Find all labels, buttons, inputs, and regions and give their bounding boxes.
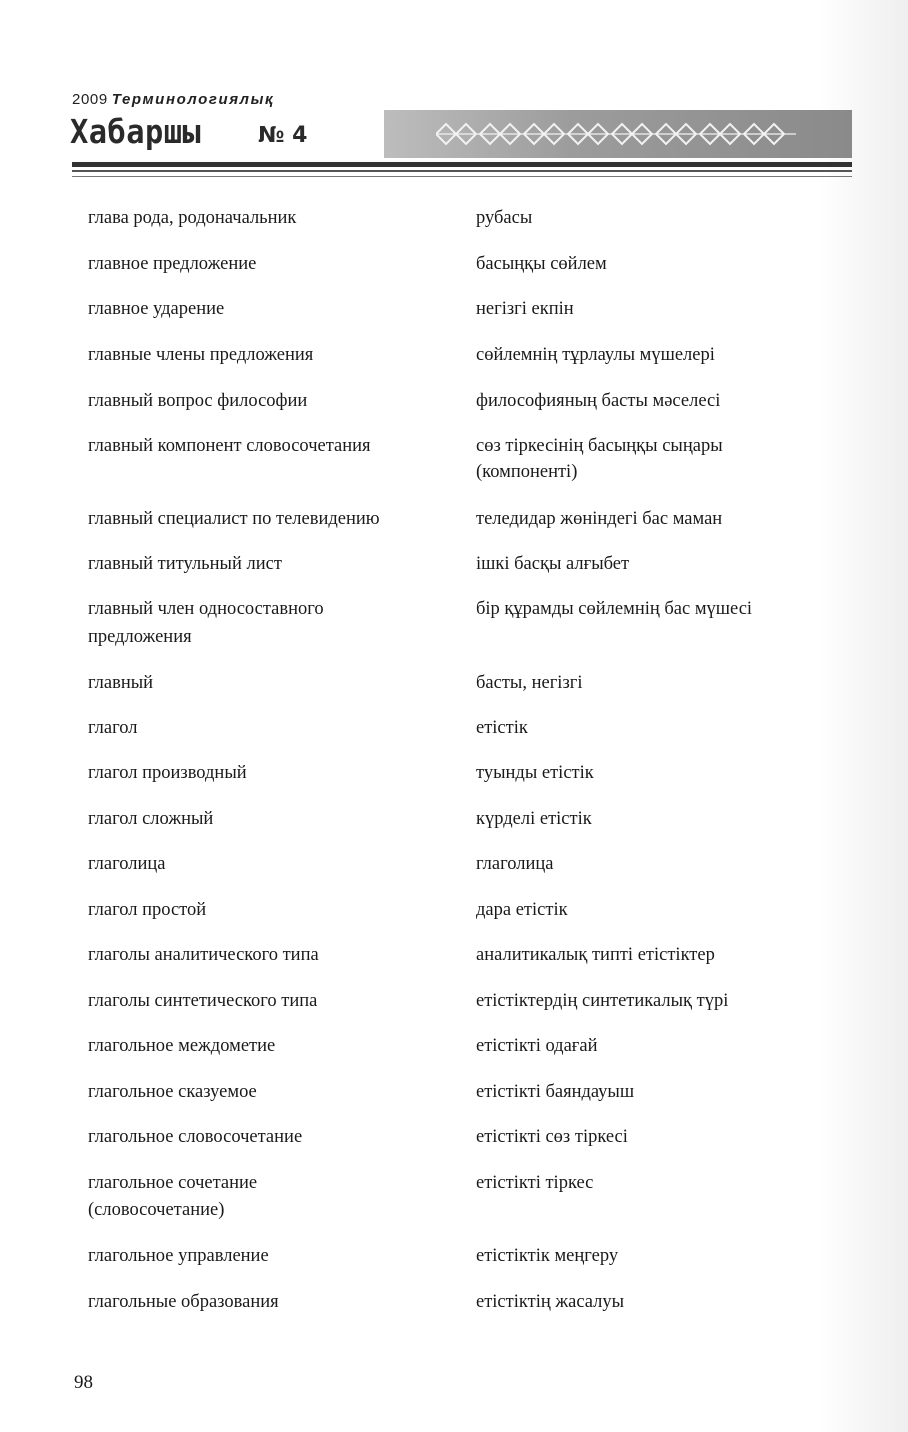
entry-kz: күрделі етістік	[476, 809, 592, 829]
entry-ru: глагольное сказуемое	[88, 1082, 257, 1102]
entry-ru: главное предложение	[88, 254, 257, 274]
ornament-pattern-icon	[436, 116, 796, 152]
entry-kz: сөз тіркесінің басыңқы сыңары	[476, 436, 723, 456]
header-rule-mid	[72, 170, 852, 172]
entry-ru: глава рода, родоначальник	[88, 208, 297, 228]
header-year: 2009	[72, 91, 108, 108]
entry-ru: глагольное управление	[88, 1246, 269, 1266]
entry-ru: глагольное междометие	[88, 1036, 276, 1056]
entry-ru: главный компонент словосочетания	[88, 436, 371, 456]
entry-kz: теледидар жөніндегі бас маман	[476, 509, 723, 529]
entry-kz: етістіктердің синтетикалық түрі	[476, 991, 729, 1011]
entry-ru: глаголица	[88, 854, 166, 874]
entry-ru: главный специалист по телевидению	[88, 509, 380, 529]
header-title: Хабаршы	[70, 112, 202, 151]
page-number: 98	[74, 1372, 93, 1393]
entry-ru-continuation: (словосочетание)	[88, 1200, 225, 1220]
entry-kz: рубасы	[476, 208, 533, 228]
entry-ru: глаголы синтетического типа	[88, 991, 318, 1011]
entry-ru: главное ударение	[88, 299, 225, 319]
entry-ru: глагольное сочетание	[88, 1173, 258, 1193]
entry-kz: аналитикалық типті етістіктер	[476, 945, 715, 965]
entry-kz-continuation: (компоненті)	[476, 462, 578, 482]
entry-kz: философияның басты мәселесі	[476, 391, 721, 411]
entry-ru: глагольные образования	[88, 1292, 279, 1312]
entry-kz: басыңқы сөйлем	[476, 254, 607, 274]
entry-kz: дара етістік	[476, 900, 568, 920]
entry-kz: негізгі екпін	[476, 299, 574, 319]
entry-kz: етістікті одағай	[476, 1036, 598, 1056]
entry-kz: етістікті сөз тіркесі	[476, 1127, 628, 1147]
entry-kz: бір құрамды сөйлемнің бас мүшесі	[476, 599, 753, 619]
entry-ru: главный титульный лист	[88, 554, 282, 574]
entry-ru-continuation: предложения	[88, 627, 192, 647]
entry-ru: главный член односоставного	[88, 599, 324, 619]
entry-ru: главные члены предложения	[88, 345, 314, 365]
entry-kz: етістіктік меңгеру	[476, 1246, 619, 1266]
entry-kz: етістікті баяндауыш	[476, 1082, 635, 1102]
entry-ru: глагол простой	[88, 900, 207, 920]
header-rule-thin	[72, 176, 852, 177]
entry-kz: етістіктің жасалуы	[476, 1292, 625, 1312]
header-rule-thick	[72, 162, 852, 167]
entry-kz: басты, негізгі	[476, 673, 583, 693]
header-subtitle: Терминологиялық	[111, 91, 275, 108]
entry-ru: глагол	[88, 718, 138, 738]
header-ornament-band	[384, 110, 852, 158]
header-issue: № 4	[258, 123, 308, 148]
entry-ru: глагол сложный	[88, 809, 214, 829]
entry-ru: главный	[88, 673, 154, 693]
header-year-line	[72, 91, 274, 108]
page-edge-shade	[818, 0, 908, 1432]
entry-ru: глаголы аналитического типа	[88, 945, 319, 965]
entry-kz: глаголица	[476, 854, 554, 874]
entry-kz: етістік	[476, 718, 528, 738]
entry-ru: глагольное словосочетание	[88, 1127, 303, 1147]
entry-kz: туынды етістік	[476, 763, 594, 783]
entry-kz: етістікті тіркес	[476, 1173, 594, 1193]
entry-kz: сөйлемнің тұрлаулы мүшелері	[476, 345, 715, 365]
entry-ru: глагол производный	[88, 763, 247, 783]
entry-ru: главный вопрос философии	[88, 391, 308, 411]
entry-kz: ішкі басқы алғыбет	[476, 554, 630, 574]
